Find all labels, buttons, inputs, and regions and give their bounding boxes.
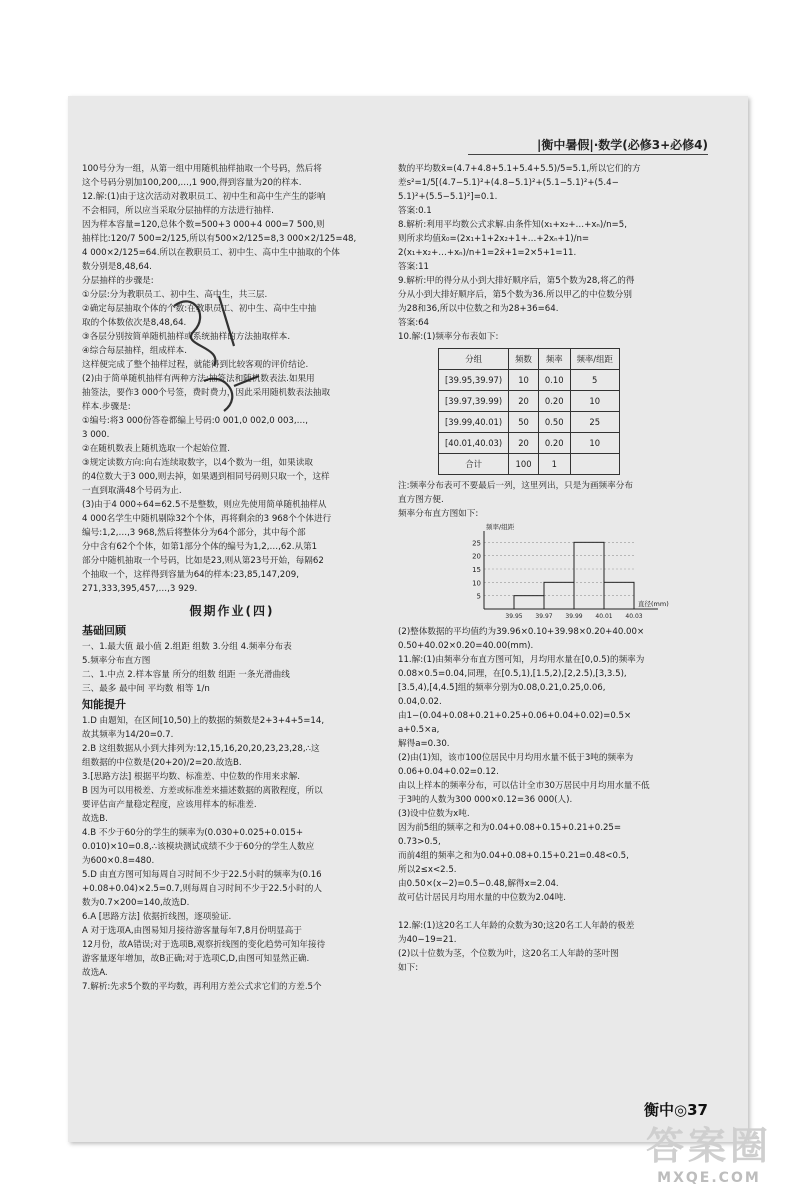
table-row [439,391,620,412]
table-cell: 10 [570,433,619,454]
answer-line: 为40−19=21. [398,935,457,945]
answer-line: 8.解析:利用平均数公式求解.由条件知(x₁+x₂+…+xₙ)/n=5, [398,220,627,230]
answer-line: (2)以十位数为茎，个位数为叶，这20名工人年龄的茎叶图 [398,949,619,959]
improve-line: 2.B 这组数据从小到大排列为:12,15,16,20,20,23,23,28,∴这 [82,744,320,754]
answer-line: ①编号:将3 000份答卷都编上号码:0 001,0 002,0 003,…, [82,416,308,426]
basics-line: 二、1.中点 2.样本容量 所分的组数 组距 一条光滑曲线 [82,670,290,680]
answer-line: (3)由于4 000÷64=62.5不是整数，则应先使用简单随机抽样从 [82,500,327,510]
basics-line: 三、最多 最中间 平均数 相等 1/n [82,684,210,694]
answer-line: 0.08×0.5=0.04,同理，在[0.5,1),[1.5,2),[2,2.5),[3,3.5), [398,669,627,679]
answer-line: 10.解:(1)频率分布表如下: [398,332,499,342]
answer-line: 由0.50×(x−2)=0.5−0.48,解得x=2.04. [398,879,559,889]
answer-line: 由1−(0.04+0.08+0.21+0.25+0.06+0.04+0.02)=0.5× [398,711,632,721]
answer-line: 解得a=0.30. [398,739,450,749]
answer-line: 答案:0.1 [398,206,432,216]
y-tick-label: 20 [472,552,481,561]
improve-line: 3.[思路方法] 根据平均数、标准差、中位数的作用来求解. [82,772,301,782]
table-cell: 合计 [439,454,509,475]
answer-line: ①分层:分为教职员工、初中生、高中生，共三层. [82,290,268,300]
improve-line: A 对于选项A,由图易知月接待游客量每年7,8月份明显高于 [82,926,302,936]
answer-line: 这个号码分别加100,200,…,1 900,得到容量为20的样本. [82,178,302,188]
answer-line: 的4位数大于3 000,则去掉，如果遇到相同号码则只取一个，这样 [82,472,330,482]
answer-line: a+0.5×a, [398,725,440,735]
answer-line: 部分中随机抽取一个号码，比如是23,则从第23号开始，每隔62 [82,556,324,566]
x-tick-label: 39.99 [565,613,583,620]
x-tick-label: 39.95 [505,613,523,620]
answer-line: (3)设中位数为x吨. [398,809,470,819]
improve-line: 故其频率为14/20=0.7. [82,730,174,740]
answer-line: 而前4组的频率之和为0.04+0.08+0.15+0.21=0.48<0.5, [398,851,629,861]
answer-line: 0.73>0.5, [398,837,441,847]
answer-line: ③规定读数方向:向右连续取数字，以4个数为一组，如果读取 [82,458,313,468]
table-cell: 5 [570,370,619,391]
running-header: |衡中暑假|·数学(必修3+必修4) [536,138,708,152]
y-tick-label: 5 [476,592,481,601]
table-cell: 20 [509,433,539,454]
answer-line: 答案:11 [398,262,430,272]
answer-line: 分层抽样的步骤是: [82,276,154,286]
answer-line: 数分别是8,48,64. [82,262,152,272]
answer-line: (2)由(1)知，该市100位居民中月均用水量不低于3吨的频率为 [398,753,634,763]
answer-line: 所以2≤x<2.5. [398,865,457,875]
watermark-logo [646,1115,772,1186]
frequency-table-header [439,349,620,370]
answer-line: 3 000. [82,430,110,440]
improve-line: 为600×0.8=480. [82,856,155,866]
frequency-histogram [458,523,688,623]
right-lines-b [398,479,698,521]
page-sheet [68,96,748,1142]
improve-line: 7.解析:先求5个数的平均数，再利用方差公式求它们的方差.5个 [82,982,322,992]
improve-heading: 知能提升 [82,698,126,711]
header-rule [468,154,708,155]
answer-line: 5.1)²+(5.5−5.1)²]=0.1. [398,192,498,202]
table-header-cell: 频率 [538,349,570,370]
answer-line: 数的平均数x̄=(4.7+4.8+5.1+5.4+5.5)/5=5.1,所以它们的方 [398,164,641,174]
table-row [439,412,620,433]
answer-line: 答案:64 [398,318,430,328]
table-cell: 20 [509,391,539,412]
answer-line: 注:频率分布表可不要最后一列，这里列出，只是为画频率分布 [398,481,633,491]
answer-line: 0.04,0.02. [398,697,442,707]
y-tick-label: 15 [472,566,481,574]
answer-line: 频率分布直方图如下: [398,509,479,519]
answer-line: 一直到取满48个号码为止. [82,486,182,496]
answer-line: ③各层分别按简单随机抽样或系统抽样的方法抽取样本. [82,332,291,342]
answer-line: 4 000×2/125=64.所以在教职员工、初中生、高中生中抽取的个体 [82,248,340,258]
table-cell: [39.95,39.97) [439,370,509,391]
basics-lines [82,640,382,696]
answer-line: 抽样比:120/7 500=2/125,所以有500×2/125=8,3 000×2/125=48, [82,234,357,244]
histogram-bar [514,596,544,609]
basics-line: 一、1.最大值 最小值 2.组距 组数 3.分组 4.频率分布表 [82,642,292,652]
improve-line: 0.010)×10=0.8,∴该模块测试成绩不少于60分的学生人数应 [82,842,315,852]
improve-line: 游客量逐年增加，故B正确;对于选项C,D,由图可知显然正确. [82,954,310,964]
improve-line: 1.D 由题知，在区间[10,50)上的数据的频数是2+3+4+5=14, [82,716,325,726]
right-column [398,162,698,975]
improve-line: 4.B 不少于60分的学生的频率为(0.030+0.025+0.015+ [82,828,304,838]
answer-line: 这样便完成了整个抽样过程，就能得到比较客观的评价结论. [82,360,309,370]
answer-line: 0.50+40.02×0.20=40.00(mm). [398,641,534,651]
table-cell: 0.20 [538,433,570,454]
answer-line: 个抽取一个，这样得到容量为64的样本:23,85,147,209, [82,570,299,580]
watermark-text: 答案圈 [645,1124,772,1168]
x-tick-label: 40.01 [595,613,613,620]
answer-line: 4 000名学生中随机剔除32个个体，再将剩余的3 968个个体进行 [82,514,332,524]
answer-line: 12.解:(1)这20名工人年龄的众数为30;这20名工人年龄的极差 [398,921,635,931]
answer-line: 100号分为一组，从第一组中用随机抽样抽取一个号码，然后将 [82,164,322,174]
answer-line: 如下: [398,963,419,973]
table-header-cell: 分组 [439,349,509,370]
table-cell: [40.01,40.03) [439,433,509,454]
frequency-table [438,348,620,475]
improve-line: 12月份，故A错误;对于选项B,观察折线图的变化趋势可知年接待 [82,940,326,950]
answer-line: 2(x₁+x₂+…+xₙ)/n+1=2x̄+1=2×5+1=11. [398,248,577,258]
improve-line: B 因为可以用极差、方差或标准差来描述数据的离散程度，所以 [82,786,323,796]
answer-line: ②在随机数表上随机选取一个起始位置. [82,444,230,454]
answer-line: 于3吨的人数为300 000×0.12=36 000(人). [398,795,573,805]
page-footer: 衡中◎37 [644,1101,708,1119]
improve-line: 6.A [思路方法] 依据折线图，逐项验证. [82,912,232,922]
table-cell: 50 [509,412,539,433]
table-cell: 100 [509,454,539,475]
answer-line: ②确定每层抽取个体的个数:在教职员工、初中生、高中生中抽 [82,304,317,314]
table-row [439,454,620,475]
table-cell: 10 [509,370,539,391]
improve-line: 组数据的中位数是(20+20)/2=20.故选B. [82,758,242,768]
improve-line: 5.D 由直方图可知每周自习时间不少于22.5小时的频率为(0.16 [82,870,322,880]
answer-line: 9.解析:甲的得分从小到大排好顺序后，第5个数为28,将乙的得 [398,276,635,286]
answer-line [398,905,698,919]
answer-line: 不会相同，所以应当采取分层抽样的方法进行抽样. [82,206,274,216]
answer-line: 分中含有62个个体，如第1部分个体的编号为1,2,…,62.从第1 [82,542,318,552]
answer-line: 0.06+0.04+0.02=0.12. [398,767,499,777]
improve-lines [82,714,382,994]
x-axis-label: 直径(mm) [638,600,669,608]
answer-line: 12.解:(1)由于这次活动对教职员工、初中生和高中生产生的影响 [82,192,326,202]
table-cell: 25 [570,412,619,433]
y-tick-label: 10 [472,579,481,588]
answer-line: 抽签法，要作3 000个号签，费时费力，因此采用随机数表法抽取 [82,388,331,398]
answer-line: 差s²=1/5[(4.7−5.1)²+(4.8−5.1)²+(5.1−5.1)²+(5.4− [398,178,619,188]
table-cell: 0.50 [538,412,570,433]
answer-line: ④综合每层抽样，组成样本. [82,346,187,356]
histogram-bar [574,542,604,609]
answer-line: 直方图方便. [398,495,444,505]
basics-heading: 基础回顾 [82,624,126,637]
table-header-cell: 频数 [509,349,539,370]
answer-line: 因为前5组的频率之和为0.04+0.08+0.15+0.21+0.25= [398,823,622,833]
x-tick-label: 40.03 [625,613,643,620]
table-row [439,433,620,454]
answer-line: 因为样本容量=120,总体个数=500+3 000+4 000=7 500,则 [82,220,325,230]
improve-line: +0.08+0.04)×2.5=0.7,则每周自习时间不少于22.5小时的人 [82,884,322,894]
table-cell: 0.20 [538,391,570,412]
y-tick-label: 25 [472,539,481,548]
left-answer-lines [82,162,382,596]
answer-line: 取的个体数依次是8,48,64. [82,318,187,328]
table-cell: 1 [538,454,570,475]
answer-line: 编号:1,2,…,3 968,然后将整体分为64个部分，其中每个部 [82,528,306,538]
left-column [82,162,382,994]
improve-line: 故选A. [82,968,108,978]
watermark-url: MXQE.COM [657,1170,761,1186]
table-cell: 10 [570,391,619,412]
answer-line: 为28和36,所以中位数之和为28+36=64. [398,304,559,314]
improve-line: 故选B. [82,814,108,824]
right-lines-a [398,162,698,344]
section-title: 假期作业(四) [189,604,275,618]
table-cell: 0.10 [538,370,570,391]
improve-line: 要评估亩产量稳定程度，应该用样本的标准差. [82,800,257,810]
table-cell: [39.97,39.99) [439,391,509,412]
basics-line: 5.频率分布直方图 [82,656,151,666]
improve-line: 数为0.7×200=140,故选D. [82,898,190,908]
answer-line: 分从小到大排好顺序后，第5个数为36.所以甲乙的中位数分别 [398,290,632,300]
answer-line: 11.解:(1)由频率分布直方图可知，月均用水量在[0,0.5)的频率为 [398,655,645,665]
answer-line: (2)由于简单随机抽样有两种方法:抽签法和随机数表法.如果用 [82,374,315,384]
answer-line: 则所求均值x̄₀=(2x₁+1+2x₂+1+…+2xₙ+1)/n= [398,234,590,244]
x-tick-label: 39.97 [535,613,553,620]
right-lines-c [398,625,698,975]
table-cell [570,454,619,475]
answer-line: 271,333,395,457,…,3 929. [82,584,198,594]
y-axis-label: 频率/组距 [486,523,515,531]
answer-line: [3.5,4),[4,4.5]组的频率分别为0.08,0.21,0.25,0.06, [398,683,606,693]
answer-line: (2)整体数据的平均值约为39.96×0.10+39.98×0.20+40.00× [398,627,645,637]
answer-line: 由以上样本的频率分布，可以估计全市30万居民中月均用水量不低 [398,781,650,791]
frequency-table-body [439,370,620,475]
table-header-cell: 频率/组距 [570,349,619,370]
answer-line: 样本.步骤是: [82,402,131,412]
answer-line: 故可估计居民月均用水量的中位数为2.04吨. [398,893,566,903]
table-row [439,370,620,391]
table-cell: [39.99,40.01) [439,412,509,433]
